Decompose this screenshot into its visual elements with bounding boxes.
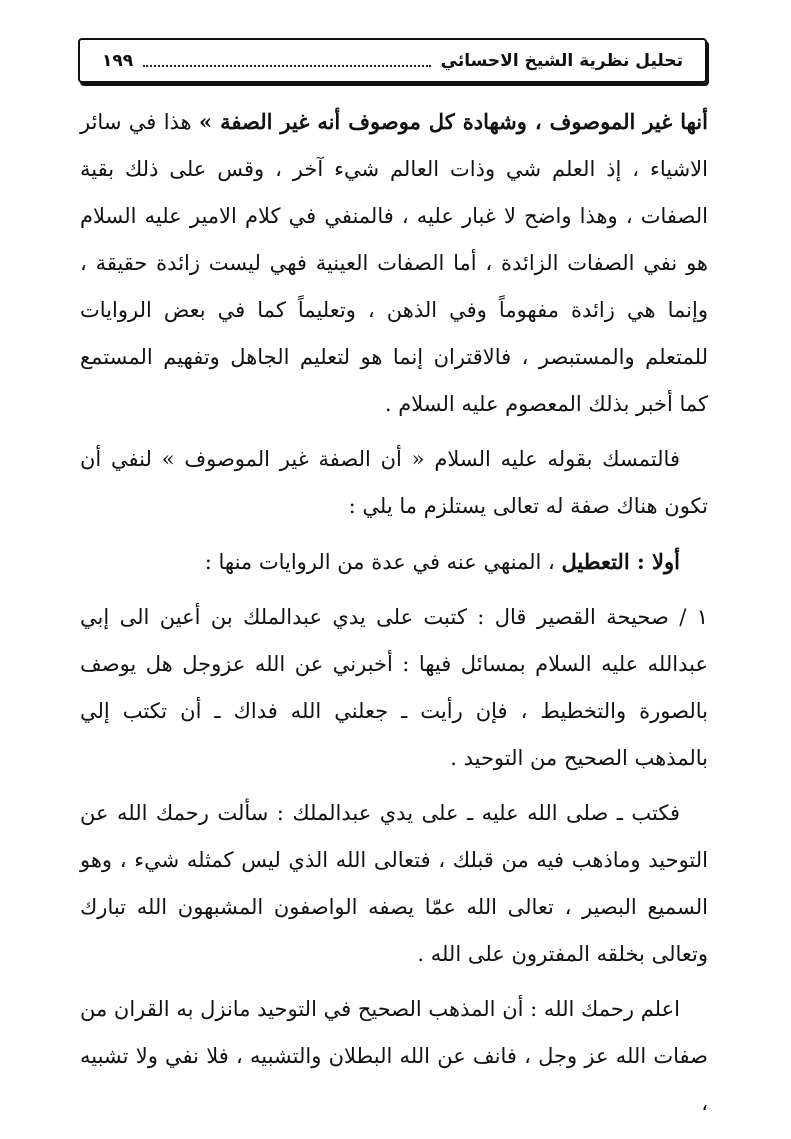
bold-lead: أنها غير الموصوف ، وشهادة كل موصوف أنه غير الصفة »	[198, 109, 708, 134]
paragraph-text: ، المنهي عنه في عدة من الروايات منها :	[204, 550, 562, 574]
body-text	[80, 98, 708, 1135]
paragraph-text: فالتمسك بقوله عليه السلام « أن الصفة غير الموصوف » لنفي أن تكون هناك صفة له تعالى يستلزم ما يلي :	[80, 447, 708, 518]
paragraph-2	[80, 436, 708, 530]
bold-lead: أولا : التعطيل	[561, 549, 680, 574]
paragraph-text: هذا في سائر الاشياء ، إذ العلم شي وذات العالم شيء آخر ، وقس على ذلك بقية الصفات ، وهذا واضح لا غبار عليه ، فالمنفي في كلام الامير عليه السلام هو نفي الصفات الزائدة ، أما الصفات العينية فهي ليست زائدة حقيقة ، وإنما هي زائدة مفهوماً وفي الذهن ، وتعليماً كما في بعض الروايات للمتعلم والمستبصر ، فالاقتران إنما هو لتعليم الجاهل وتفهيم المستمع كما أخبر بذلك المعصوم عليه السلام .	[80, 110, 708, 416]
paragraph-text: اعلم رحمك الله : أن المذهب الصحيح في التوحيد مانزل به القران من صفات الله عز وجل ، فانف عن الله البطلان والتشبيه ، فلا نفي ولا تشبيه ،	[80, 997, 708, 1115]
paragraph-1	[80, 98, 708, 428]
header-title: تحليل نظرية الشيخ الاحسائي	[440, 50, 683, 71]
paragraph-text: فكتب ـ صلى الله عليه ـ على يدي عبدالملك : سألت رحمك الله عن التوحيد وماذهب فيه من قبلك ، فتعالى الله الذي ليس كمثله شيء ، وهو السميع البصير ، تعالى الله عمّا يصفه الواصفون المشبهون الله تبارك وتعالى بخلقه المفترون على الله .	[80, 801, 708, 966]
page-number: ١٩٩	[102, 50, 134, 71]
paragraph-5	[80, 790, 708, 978]
header-leader-dots	[143, 65, 431, 67]
paragraph-4	[80, 594, 708, 782]
running-header	[78, 38, 707, 83]
paragraph-6	[80, 986, 708, 1127]
paragraph-text: ١ / صحيحة القصير قال : كتبت على يدي عبدالملك بن أعين الى إبي عبدالله عليه السلام بمسائل فيها : أخبرني عن الله عزوجل هل يوصف بالصورة والتخطيط ، فإن رأيت ـ جعلني الله فداك ـ أن تكتب إلي بالمذهب الصحيح من التوحيد .	[80, 605, 708, 770]
paragraph-3	[80, 538, 708, 586]
